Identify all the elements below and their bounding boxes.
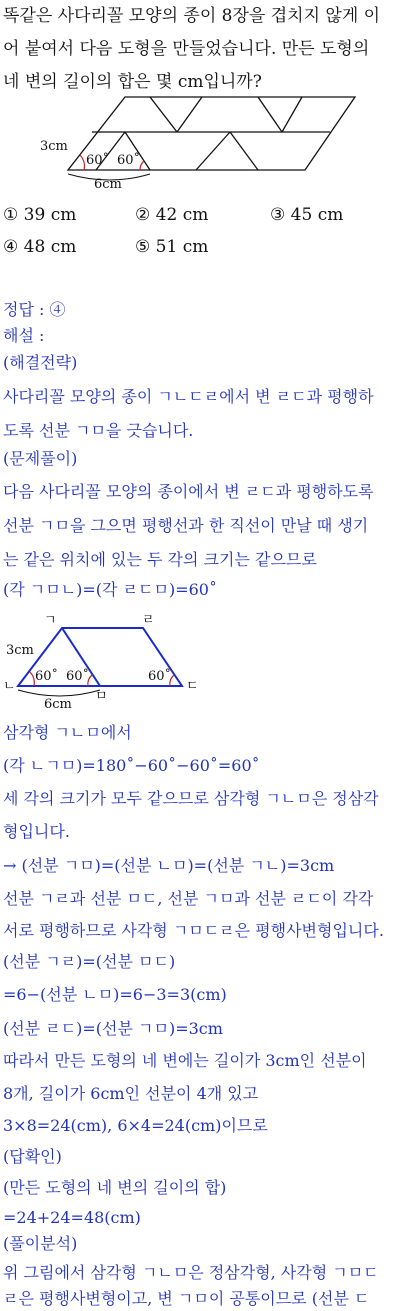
problem-line-2: 어 붙여서 다음 도형을 만들었습니다. 만든 도형의 bbox=[3, 39, 370, 59]
solution-line: 위 그림에서 삼각형 ㄱㄴㅁ은 정삼각형, 사각형 ㄱㅁㄷ bbox=[3, 1263, 379, 1282]
solution-line: 3×8=24(cm), 6×4=24(cm)이므로 bbox=[3, 1116, 268, 1135]
solution-line: (각 ㄱㅁㄴ)=(각 ㄹㄷㅁ)=60˚ bbox=[3, 580, 217, 599]
solution-line: 사다리꼴 모양의 종이 ㄱㄴㄷㄹ에서 변 ㄹㄷ과 평행하 bbox=[3, 387, 374, 406]
solution-line: 서로 평행하므로 사각형 ㄱㅁㄷㄹ은 평행사변형입니다. bbox=[3, 921, 384, 940]
solution-line: (선분 ㄱㄹ)=(선분 ㅁㄷ) bbox=[3, 952, 176, 971]
vertex-d: ㄷ bbox=[186, 679, 199, 694]
solution-line: 정답 : ④ bbox=[3, 300, 66, 319]
solution-line: 선분 ㄱㅁ을 그으면 평행선과 한 직선이 만날 때 생기 bbox=[3, 516, 369, 535]
solution-line: 선분 ㄱㄹ과 선분 ㅁㄷ, 선분 ㄱㅁ과 선분 ㄹㄷ이 각각 bbox=[3, 889, 374, 908]
solution-line: (각 ㄴㄱㅁ)=180˚−60˚−60˚=60˚ bbox=[3, 756, 260, 775]
solution-line: (만든 도형의 네 변의 길이의 합) bbox=[3, 1178, 227, 1197]
solution-line: 해설 : bbox=[3, 326, 45, 345]
problem-line-1: 똑같은 사다리꼴 모양의 종이 8장을 겹치지 않게 이 bbox=[3, 6, 381, 26]
solution-line: 8개, 길이가 6cm인 선분이 4개 있고 bbox=[3, 1084, 259, 1103]
base-label: 6cm bbox=[94, 177, 122, 192]
angle-label-2: 60˚ bbox=[66, 669, 90, 684]
solution-figure bbox=[0, 610, 400, 710]
choice-5[interactable]: ⑤ 51 cm bbox=[135, 237, 209, 257]
angle-label-a: 60˚ bbox=[86, 153, 110, 168]
solution-line: (해결전략) bbox=[3, 353, 78, 372]
solution-line: (선분 ㄹㄷ)=(선분 ㄱㅁ)=3cm bbox=[3, 1019, 223, 1038]
angle-label-1: 60˚ bbox=[35, 669, 59, 684]
solution-line: ㄹ은 평행사변형이고, 변 ㄱㅁ이 공통이므로 (선분 ㄷ bbox=[3, 1289, 370, 1308]
solution-line: (문제풀이) bbox=[3, 449, 78, 468]
solution-line: → (선분 ㄱㅁ)=(선분 ㄴㅁ)=(선분 ㄱㄴ)=3cm bbox=[3, 856, 335, 875]
problem-figure bbox=[0, 92, 400, 192]
choice-1[interactable]: ① 39 cm bbox=[3, 205, 77, 225]
vertex-g: ㄱ bbox=[44, 613, 57, 628]
solution-line: 삼각형 ㄱㄴㅁ에서 bbox=[3, 723, 132, 742]
solution-line: 세 각의 크기가 모두 같으므로 삼각형 ㄱㄴㅁ은 정삼각 bbox=[3, 789, 379, 808]
vertex-r: ㄹ bbox=[142, 613, 155, 628]
vertex-n: ㄴ bbox=[3, 679, 16, 694]
side-label: 3cm bbox=[40, 139, 68, 154]
solution-line: (풀이분석) bbox=[3, 1234, 78, 1253]
problem-line-3: 네 변의 길이의 합은 몇 cm입니까? bbox=[3, 72, 262, 92]
angle-label-b: 60˚ bbox=[117, 153, 141, 168]
vertex-m: ㅁ bbox=[95, 689, 108, 704]
solution-line: 다음 사다리꼴 모양의 종이에서 변 ㄹㄷ과 평행하도록 bbox=[3, 482, 374, 501]
choice-3[interactable]: ③ 45 cm bbox=[270, 205, 344, 225]
solution-line: =6−(선분 ㄴㅁ)=6−3=3(cm) bbox=[3, 985, 227, 1004]
outer-parallelogram bbox=[68, 97, 355, 170]
solution-line: 는 같은 위치에 있는 두 각의 크기는 같으므로 bbox=[3, 550, 317, 569]
choice-4[interactable]: ④ 48 cm bbox=[3, 237, 77, 257]
base-label: 6cm bbox=[44, 697, 72, 710]
solution-line: (답확인) bbox=[3, 1147, 62, 1166]
solution-line: 형입니다. bbox=[3, 822, 70, 841]
solution-line: 도록 선분 ㄱㅁ을 긋습니다. bbox=[3, 421, 194, 440]
choice-2[interactable]: ② 42 cm bbox=[135, 205, 209, 225]
side-label: 3cm bbox=[6, 643, 34, 658]
angle-label-3: 60˚ bbox=[148, 669, 172, 684]
solution-line: 따라서 만든 도형의 네 변에는 길이가 3cm인 선분이 bbox=[3, 1051, 367, 1070]
solution-line: =24+24=48(cm) bbox=[3, 1208, 141, 1227]
